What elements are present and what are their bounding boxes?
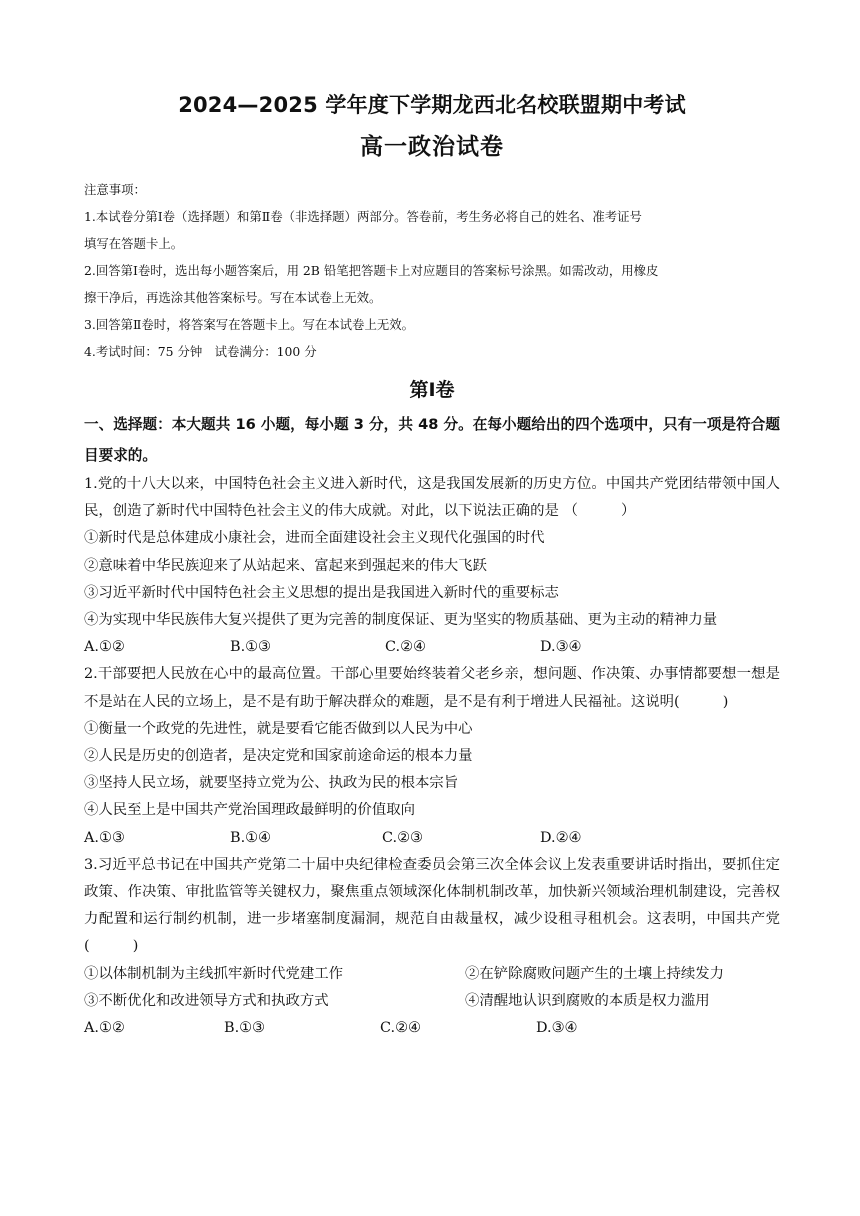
choice-d: D.②④: [540, 829, 582, 846]
answer-choices: [84, 634, 780, 661]
question-option: ③坚持人民立场，就要坚持立党为公、执政为民的根本宗旨: [84, 775, 459, 792]
choice-a: A.①②: [84, 1020, 125, 1037]
question-option: ③习近平新时代中国特色社会主义思想的提出是我国进入新时代的重要标志: [84, 584, 559, 601]
option-row: [84, 988, 780, 1015]
question-stem: 2.干部要把人民放在心中的最高位置。干部心里要始终装着父老乡亲，想问题、作决策、办事情都要想一想是不是站在人民的立场上，是不是有助于解决群众的难题，是不是有利于增进人民福祉。这说明( ): [84, 666, 780, 710]
questions-body: [84, 471, 780, 1042]
notice-item: 1.本试卷分第Ⅰ卷（选择题）和第Ⅱ卷（非选择题）两部分。答卷前，考生务必将自己的姓名、准考证号: [84, 209, 642, 224]
choice-b: B.①③: [224, 1020, 265, 1037]
answer-choices: [84, 1015, 780, 1042]
question-option: ④为实现中华民族伟大复兴提供了更为完善的制度保证、更为坚实的物质基础、更为主动的精神力量: [84, 612, 718, 629]
question-option: ②人民是历史的创造者，是决定党和国家前途命运的根本力量: [84, 748, 473, 765]
question-option: ①新时代是总体建成小康社会，进而全面建设社会主义现代化强国的时代: [84, 530, 545, 547]
question-option: ②在铲除腐败问题产生的土壤上持续发力: [465, 965, 725, 982]
choice-c: C.②④: [385, 639, 426, 656]
question-option: ④人民至上是中国共产党治国理政最鲜明的价值取向: [84, 802, 415, 819]
choice-c: C.②④: [380, 1020, 421, 1037]
notice-item: 填写在答题卡上。: [84, 236, 184, 251]
question-option: ②意味着中华民族迎来了从站起来、富起来到强起来的伟大飞跃: [84, 557, 487, 574]
choice-a: A.①②: [84, 639, 125, 656]
section-title: 第Ⅰ卷: [409, 379, 455, 401]
notice-item: 2.回答第Ⅰ卷时，选出每小题答案后，用 2B 铅笔把答题卡上对应题目的答案标号涂黑。如需改动，用橡皮: [84, 263, 659, 278]
question-option: ④清醒地认识到腐败的本质是权力滥用: [465, 992, 710, 1009]
notice-item: 4.考试时间：75 分钟 试卷满分：100 分: [84, 344, 317, 359]
option-row: [84, 961, 780, 988]
question-2: [84, 661, 780, 851]
choice-b: B.①④: [230, 829, 271, 846]
notice-heading: 注意事项：: [84, 182, 146, 197]
question-option: ③不断优化和改进领导方式和执政方式: [84, 992, 329, 1009]
choice-a: A.①③: [84, 829, 125, 846]
notice-block: [84, 176, 780, 365]
notice-item: 3.回答第Ⅱ卷时，将答案写在答题卡上。写在本试卷上无效。: [84, 317, 415, 332]
exam-subtitle: 高一政治试卷: [360, 134, 504, 160]
question-stem: 3.习近平总书记在中国共产党第二十届中央纪律检查委员会第三次全体会议上发表重要讲话时指出，要抓住定政策、作决策、审批监管等关键权力，聚焦重点领域深化体制机制改革，加快新兴领域治理机制建设，完善权力配置和运行制约机制，进一步堵塞制度漏洞，规范自由裁量权，减少设租寻租机会。这表明，中国共产党( ): [84, 856, 780, 955]
question-stem: 1.党的十八大以来，中国特色社会主义进入新时代，这是我国发展新的历史方位。中国共产党团结带领中国人民，创造了新时代中国特色社会主义的伟大成就。对此，以下说法正确的是 （ ）: [84, 476, 780, 520]
question-option: ①以体制机制为主线抓牢新时代党建工作: [84, 965, 344, 982]
question-option: ①衡量一个政党的先进性，就是要看它能否做到以人民为中心: [84, 720, 473, 737]
exam-title: 2024—2025 学年度下学期龙西北名校联盟期中考试: [178, 93, 686, 117]
notice-item: 擦干净后，再选涂其他答案标号。写在本试卷上无效。: [84, 290, 382, 305]
answer-choices: [84, 825, 780, 852]
question-1: [84, 471, 780, 661]
choice-d: D.③④: [536, 1020, 578, 1037]
exam-page: [84, 88, 780, 1042]
choice-b: B.①③: [230, 639, 271, 656]
question-3: [84, 852, 780, 1042]
choice-d: D.③④: [540, 639, 582, 656]
part-heading: 一、选择题：本大题共 16 小题，每小题 3 分，共 48 分。在每小题给出的四个选项中，只有一项是符合题目要求的。: [84, 416, 780, 464]
choice-c: C.②③: [382, 829, 423, 846]
